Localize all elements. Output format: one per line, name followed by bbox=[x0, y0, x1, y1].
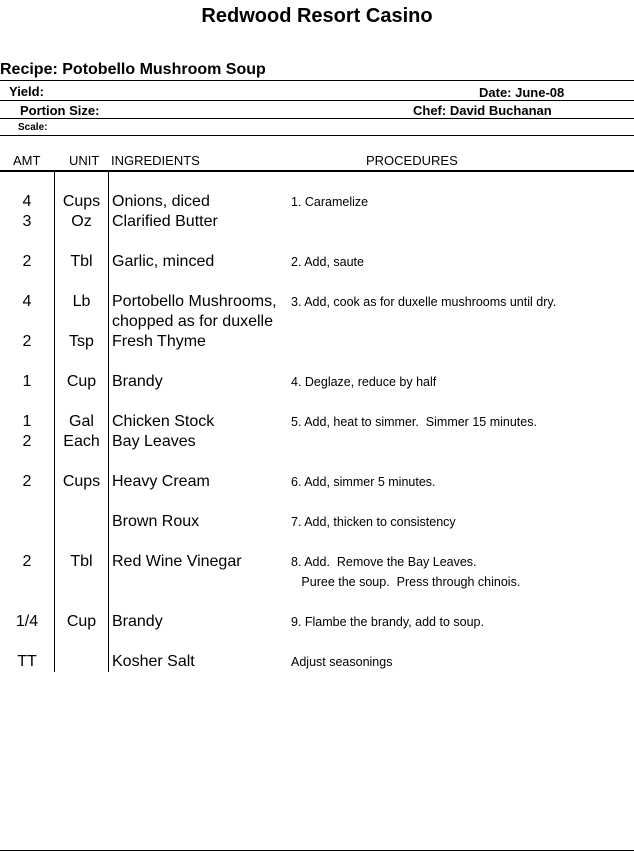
amount-cell: TT bbox=[17, 653, 37, 670]
chef-label: Chef: David Buchanan bbox=[413, 103, 552, 118]
ingredient-cell: Brandy bbox=[112, 613, 163, 630]
unit-cell: Gal bbox=[69, 413, 94, 430]
column-header-procedures: PROCEDURES bbox=[366, 153, 458, 168]
table-row bbox=[0, 292, 634, 312]
amount-cell: 2 bbox=[22, 473, 32, 490]
procedure-cell: Puree the soup. Press through chinois. bbox=[291, 575, 521, 589]
amount-cell: 2 bbox=[22, 433, 32, 450]
amount-cell: 3 bbox=[22, 213, 32, 230]
amount-cell: 1 bbox=[22, 373, 32, 390]
scale-label: Scale: bbox=[18, 122, 48, 133]
ingredient-cell: Portobello Mushrooms, bbox=[112, 293, 277, 310]
unit-cell: Each bbox=[63, 433, 100, 450]
procedure-cell: 2. Add, saute bbox=[291, 255, 364, 269]
table-row bbox=[0, 412, 634, 432]
divider bbox=[0, 118, 634, 119]
ingredient-cell: Clarified Butter bbox=[112, 213, 218, 230]
table-row bbox=[0, 552, 634, 572]
amount-cell: 4 bbox=[22, 293, 32, 310]
divider bbox=[0, 100, 634, 101]
unit-cell: Cup bbox=[66, 613, 97, 630]
unit-cell: Oz bbox=[71, 213, 92, 230]
ingredient-cell: Brown Roux bbox=[112, 513, 200, 530]
procedure-cell: 9. Flambe the brandy, add to soup. bbox=[291, 615, 484, 629]
procedure-cell: 7. Add, thicken to consistency bbox=[291, 515, 456, 529]
procedure-cell: 8. Add. Remove the Bay Leaves. bbox=[291, 555, 477, 569]
unit-cell: Cups bbox=[62, 473, 101, 490]
amount-cell: 4 bbox=[22, 193, 32, 210]
ingredient-cell: Onions, diced bbox=[112, 193, 210, 210]
page-title: Redwood Resort Casino bbox=[201, 5, 433, 27]
procedure-cell: 5. Add, heat to simmer. Simmer 15 minutes. bbox=[291, 415, 537, 429]
procedure-cell: 4. Deglaze, reduce by half bbox=[291, 375, 437, 389]
unit-cell: Cup bbox=[66, 373, 97, 390]
table-row bbox=[0, 372, 634, 392]
table-row bbox=[0, 572, 634, 592]
procedure-cell: 1. Caramelize bbox=[291, 195, 369, 209]
unit-cell: Cups bbox=[62, 193, 101, 210]
ingredient-cell: Red Wine Vinegar bbox=[112, 553, 242, 570]
yield-label: Yield: bbox=[9, 84, 44, 99]
table-row bbox=[0, 512, 634, 532]
ingredient-cell: Fresh Thyme bbox=[112, 333, 206, 350]
procedure-cell: 3. Add, cook as for duxelle mushrooms until dry. bbox=[291, 295, 557, 309]
ingredient-cell: Garlic, minced bbox=[112, 253, 215, 270]
divider bbox=[0, 135, 634, 136]
table-row bbox=[0, 652, 634, 672]
table-row bbox=[0, 312, 634, 332]
portion-size-label: Portion Size: bbox=[20, 103, 100, 118]
amount-cell: 2 bbox=[22, 333, 32, 350]
procedure-cell: 6. Add, simmer 5 minutes. bbox=[291, 475, 436, 489]
date-label: Date: June-08 bbox=[479, 85, 565, 100]
amount-cell: 1/4 bbox=[15, 613, 39, 630]
divider bbox=[0, 80, 634, 81]
ingredient-cell: Kosher Salt bbox=[112, 653, 195, 670]
table-row bbox=[0, 252, 634, 272]
recipe-name: Recipe: Potobello Mushroom Soup bbox=[0, 61, 266, 78]
column-header-ingredients: INGREDIENTS bbox=[111, 153, 200, 168]
ingredient-cell: Brandy bbox=[112, 373, 163, 390]
amount-cell: 2 bbox=[22, 253, 32, 270]
unit-cell: Tbl bbox=[70, 253, 93, 270]
column-header-unit: UNIT bbox=[69, 153, 100, 168]
procedure-cell: Adjust seasonings bbox=[291, 655, 393, 669]
table-row bbox=[0, 472, 634, 492]
table-row bbox=[0, 612, 634, 632]
column-header-amt: AMT bbox=[13, 153, 41, 168]
table-row bbox=[0, 432, 634, 452]
unit-cell: Tsp bbox=[69, 333, 94, 350]
amount-cell: 2 bbox=[22, 553, 32, 570]
unit-cell: Tbl bbox=[70, 553, 93, 570]
table-row bbox=[0, 332, 634, 352]
amount-cell: 1 bbox=[22, 413, 32, 430]
unit-cell: Lb bbox=[72, 293, 91, 310]
ingredient-cell: Heavy Cream bbox=[112, 473, 210, 490]
ingredient-cell: Chicken Stock bbox=[112, 413, 215, 430]
table-row bbox=[0, 192, 634, 212]
table-row bbox=[0, 212, 634, 232]
ingredient-cell: chopped as for duxelle bbox=[112, 313, 273, 330]
bottom-border bbox=[0, 850, 634, 851]
header-divider bbox=[0, 170, 634, 172]
ingredient-cell: Bay Leaves bbox=[112, 433, 196, 450]
